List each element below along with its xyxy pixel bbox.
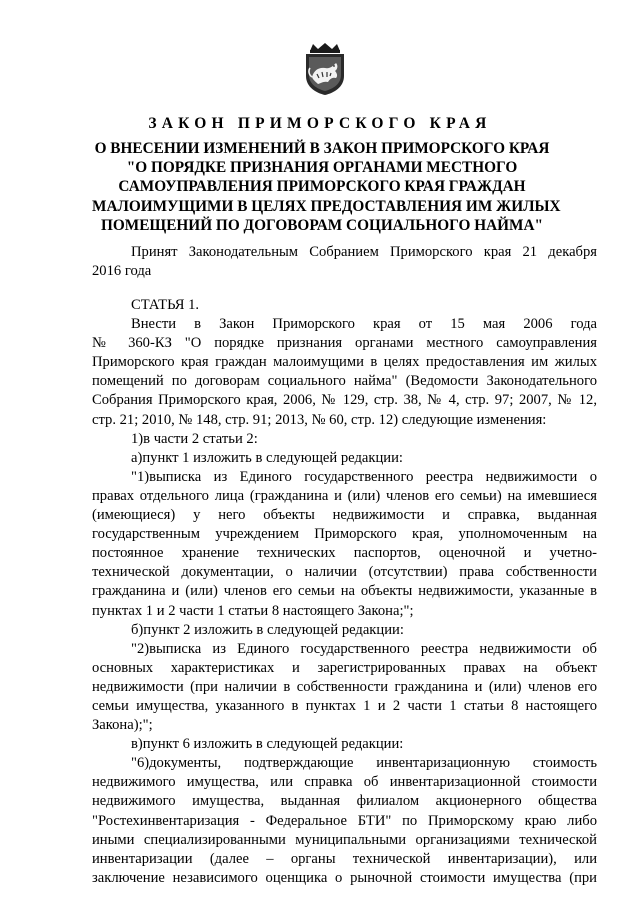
adoption-line: Принят Законодательным Собранием Приморского края 21 декабря [131, 244, 597, 260]
article-1 [92, 296, 597, 888]
law-subtitle [92, 139, 561, 235]
subtitle-line: САМОУПРАВЛЕНИЯ ПРИМОРСКОГО КРАЯ ГРАЖДАН [118, 178, 526, 196]
primorsky-krai-coat-of-arms-icon [300, 42, 350, 96]
body-line: недвижимости (при наличии в собственности гражданина и (или) членов его [92, 678, 597, 695]
body-line: государственным учреждением Приморского края, уполномоченным на [92, 526, 597, 543]
body-line: "2)выписка из Единого государственного реестра недвижимости об [131, 640, 597, 657]
subtitle-line: "О ПОРЯДКЕ ПРИЗНАНИЯ ОРГАНАМИ МЕСТНОГО [126, 159, 518, 177]
body-line: помещений по договорам социального найма" (Ведомости Законодательного [92, 373, 597, 390]
adoption-note [92, 243, 597, 281]
body-line: в)пункт 6 изложить в следующей редакции: [131, 736, 404, 753]
body-line: Внести в Закон Приморского края от 15 мая 2006 года [131, 316, 597, 333]
body-line: заключение независимого оценщика о рыночной стоимости имущества (при [92, 869, 597, 886]
body-line: иными специализированными муниципальными организациями технической [92, 831, 597, 848]
law-title: ЗАКОН ПРИМОРСКОГО КРАЯ [148, 115, 492, 132]
body-line: Закона);"; [92, 717, 153, 734]
subtitle-line: О ВНЕСЕНИИ ИЗМЕНЕНИЙ В ЗАКОН ПРИМОРСКОГО КРАЯ [94, 140, 550, 157]
subtitle-line: ПОМЕЩЕНИЙ ПО ДОГОВОРАМ СОЦИАЛЬНОГО НАЙМА" [100, 216, 544, 234]
body-line: инвентаризации (далее – органы технической инвентаризации), или [92, 850, 597, 867]
body-line: постоянное хранение технических паспортов, оценочной и учетно- [92, 545, 597, 562]
body-line: "Ростехинвентаризация - Федеральное БТИ" по Приморскому краю либо [92, 812, 597, 829]
body-line: № 360-КЗ "О порядке признания органами местного самоуправления [92, 335, 597, 352]
body-line: гражданина и (или) членов его семьи на объекты недвижимости, указанные в [92, 583, 597, 600]
article-heading: СТАТЬЯ 1. [131, 297, 200, 313]
body-line: стр. 21; 2010, № 148, стр. 91; 2013, № 60, стр. 12) следующие изменения: [92, 411, 547, 428]
body-line: технической документации, о наличии (отсутствии) права собственности [92, 564, 597, 581]
body-line: Приморского края граждан малоимущими в целях предоставления им жилых [92, 354, 597, 371]
body-line: правах отдельного лица (гражданина и (или) членов его семьи) на имевшиеся [92, 487, 597, 504]
body-line: недвижимого имущества, или справка об инвентаризационной стоимости [92, 774, 597, 791]
body-line: б)пункт 2 изложить в следующей редакции: [131, 621, 404, 638]
body-line: (имеющиеся) у него объекты недвижимости и справка, выданная [92, 507, 597, 524]
subtitle-line: МАЛОИМУЩИМИ В ЦЕЛЯХ ПРЕДОСТАВЛЕНИЯ ИМ ЖИЛЫХ [92, 197, 561, 215]
body-line: "6)документы, подтверждающие инвентаризационную стоимость [131, 755, 597, 772]
adoption-line: 2016 года [92, 263, 152, 280]
body-line: пунктах 1 и 2 части 1 статьи 8 настоящего Закона;"; [92, 602, 414, 619]
body-line: семьи имущества, указанного в пунктах 1 и 2 части 1 статьи 8 настоящего [92, 697, 597, 714]
body-line: Собрания Приморского края, 2006, № 129, стр. 38, № 4, стр. 97; 2007, № 12, [92, 392, 597, 409]
body-line: основных характеристиках и зарегистрированных правах на объект [92, 659, 597, 676]
body-line: а)пункт 1 изложить в следующей редакции: [131, 449, 403, 466]
body-line: недвижимого имущества, выданная филиалом акционерного общества [92, 793, 597, 810]
body-line: 1)в части 2 статьи 2: [131, 430, 258, 447]
body-line: "1)выписка из Единого государственного реестра недвижимости о [131, 468, 597, 485]
